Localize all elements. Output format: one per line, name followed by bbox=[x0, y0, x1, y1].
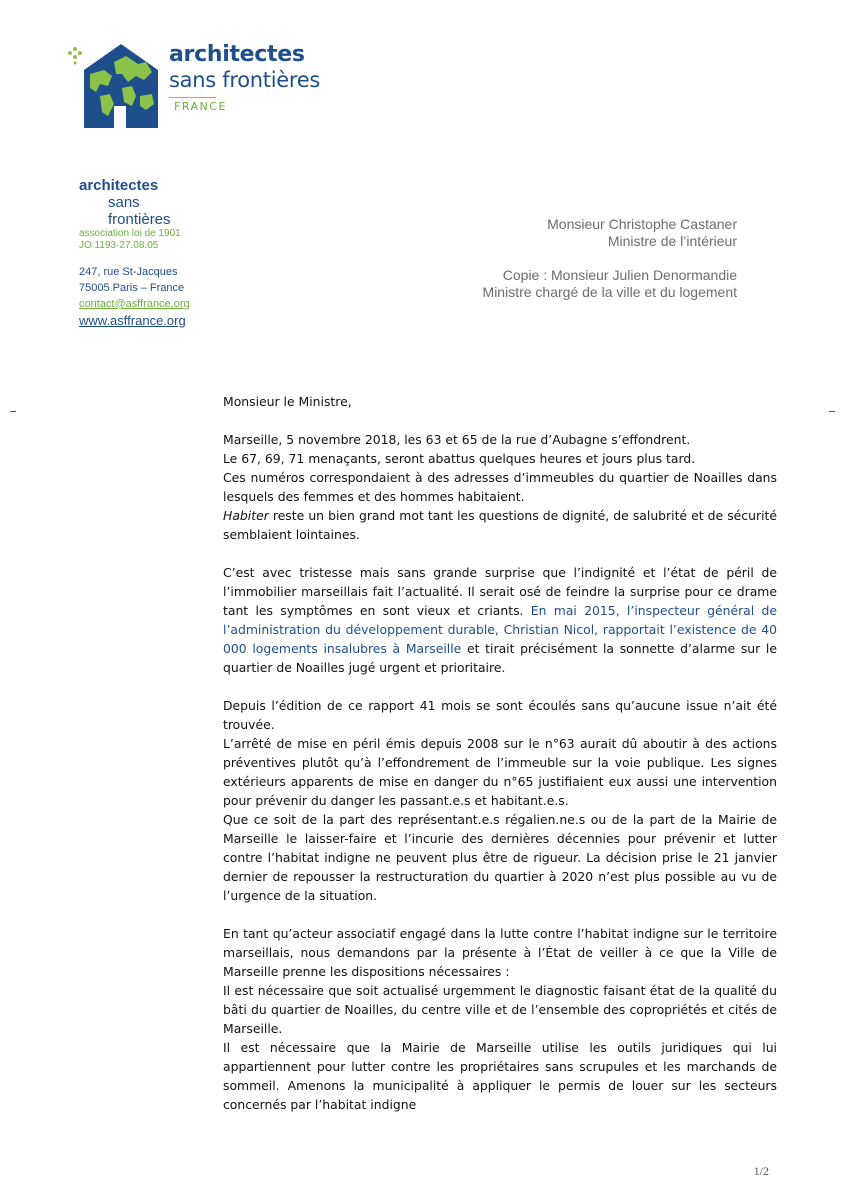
org-journal-ref: JO 1193-27.08.05 bbox=[79, 240, 159, 251]
logo-title: architectes bbox=[169, 42, 305, 67]
recipient-title: Ministre de l’intérieur bbox=[607, 233, 737, 249]
paragraph bbox=[223, 563, 777, 677]
copy-recipient-name: Copie : Monsieur Julien Denormandie bbox=[502, 267, 737, 283]
paragraph-text: C’est avec tristesse mais sans grande surprise que l’indignité et l’état de péril de l’immobilier marseillais fait l’actualité. Il serait osé de feindre la surprise pour ce drame tant les symptômes en sont vieux et criants. bbox=[223, 565, 777, 618]
report-reference: En mai 2015, l’inspecteur général de l’administration du développement durable, Christian Nicol, rapportait l’existence de 40 000 logements insalubres à Marseille bbox=[223, 603, 777, 656]
paragraph: Ces numéros correspondaient à des adresses d’immeubles du quartier de Noailles dans lesquels des femmes et des hommes habitaient. bbox=[223, 470, 777, 504]
paragraph-text: et tirait précisément la sonnette d’alarme sur le quartier de Noailles jugé urgent et prioritaire. bbox=[223, 641, 777, 675]
org-street: 247, rue St-Jacques bbox=[79, 266, 178, 278]
letter-body bbox=[223, 392, 777, 1114]
paragraph: Depuis l’édition de ce rapport 41 mois se sont écoulés sans qu’aucune issue n’ait été trouvée. bbox=[223, 698, 777, 732]
paragraph bbox=[223, 506, 777, 544]
paragraph: Le 67, 69, 71 menaçants, seront abattus quelques heures et jours plus tard. bbox=[223, 451, 696, 466]
org-association-status: association loi de 1901 bbox=[79, 228, 181, 239]
paragraph: Il est nécessaire que la Mairie de Marseille utilise les outils juridiques qui lui appartiennent pour lutter contre les propriétaires sans scrupules et les marchands de sommeil. Amenons la municipalité à appliquer le permis de louer sur les secteurs concernés par l’habitat indigne bbox=[223, 1040, 777, 1112]
recipients-block bbox=[483, 216, 737, 301]
logo-subtitle: sans frontières bbox=[169, 68, 320, 92]
logo-divider bbox=[169, 97, 216, 98]
org-name-line3: frontières bbox=[108, 211, 171, 228]
page-number: 1/2 bbox=[753, 1164, 769, 1178]
emphasis-text: Habiter bbox=[223, 508, 269, 523]
org-city: 75005 Paris – France bbox=[79, 282, 185, 294]
paragraph: En tant qu’acteur associatif engagé dans la lutte contre l’habitat indigne sur le territoire marseillais, nous demandons par la présente à l’État de veiller à ce que la Ville de Marseille prenne les dispositions nécessaires : bbox=[223, 926, 777, 979]
org-name-line1: architectes bbox=[79, 177, 159, 194]
left-margin-mark bbox=[10, 411, 16, 412]
right-margin-mark bbox=[829, 411, 835, 412]
asf-logo bbox=[66, 40, 336, 132]
copy-recipient-title: Ministre chargé de la ville et du logement bbox=[482, 284, 737, 300]
paragraph: Il est nécessaire que soit actualisé urgemment le diagnostic faisant état de la qualité du bâti du quartier de Noailles, du centre ville et de l’ensemble des copropriétés et cités de Marseille. bbox=[223, 983, 777, 1036]
org-email-link[interactable]: contact@asffrance.org bbox=[79, 298, 190, 310]
recipient-name: Monsieur Christophe Castaner bbox=[547, 216, 737, 232]
organization-info bbox=[79, 177, 249, 329]
salutation: Monsieur le Ministre, bbox=[223, 394, 352, 409]
org-website-link[interactable]: www.asffrance.org bbox=[79, 313, 186, 328]
paragraph-text: reste un bien grand mot tant les questions de dignité, de salubrité et de sécurité semblaient lointaines. bbox=[223, 508, 777, 542]
house-globe-logo-icon bbox=[66, 40, 166, 132]
paragraph: Que ce soit de la part des représentant.e.s régalien.ne.s ou de la part de la Mairie de Marseille le laisser-faire et l’incurie des dernières décennies pour prévenir et lutter contre l’habitat indigne ne peuvent plus être de rigueur. La décision prise le 21 janvier dernier de repousser la restructuration du quartier à 2020 n’est plus possible au vu de l’urgence de la situation. bbox=[223, 812, 777, 903]
logo-country: FRANCE bbox=[174, 100, 227, 113]
paragraph: Marseille, 5 novembre 2018, les 63 et 65 de la rue d’Aubagne s’effondrent. bbox=[223, 432, 691, 447]
paragraph: L’arrêté de mise en péril émis depuis 2008 sur le n°63 aurait dû aboutir à des actions préventives plutôt qu’à l’effondrement de l’immeuble sur la voie publique. Les signes extérieurs apparents de mise en danger du n°65 justifiaient eux aussi une intervention pour prévenir du danger les passant.e.s et habitant.e.s. bbox=[223, 736, 777, 808]
org-name-line2: sans bbox=[108, 194, 140, 211]
